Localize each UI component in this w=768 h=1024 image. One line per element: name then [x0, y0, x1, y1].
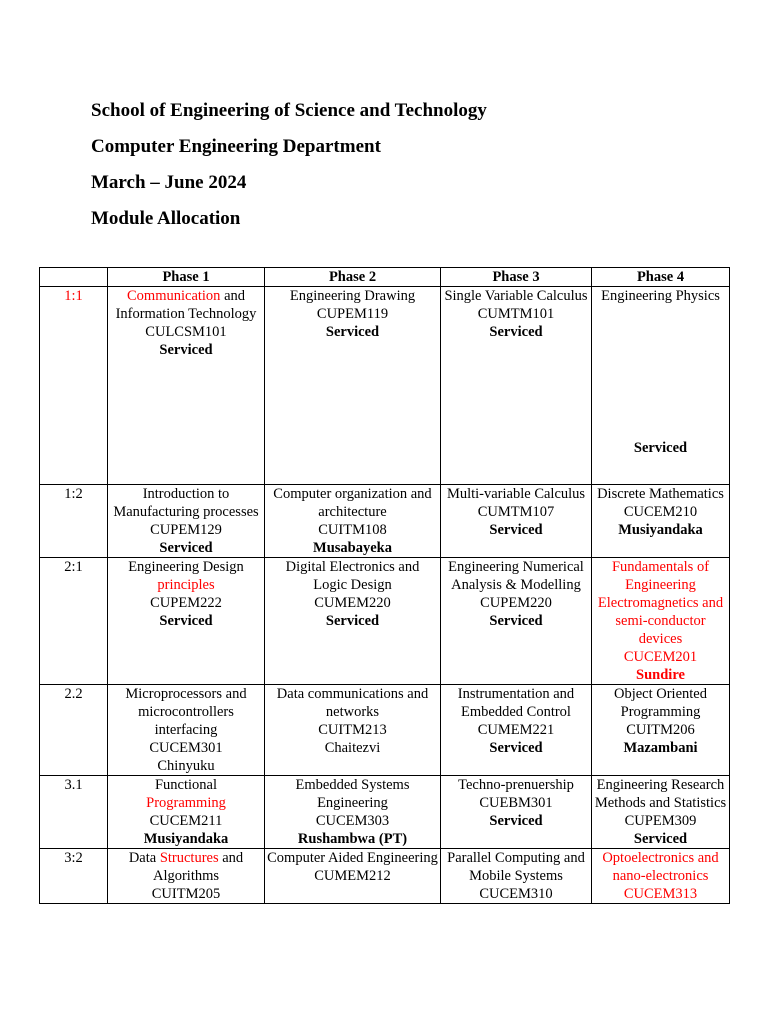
table-row	[40, 485, 730, 558]
module-cell	[441, 287, 592, 485]
module-status: Serviced	[325, 613, 380, 629]
module-cell	[592, 287, 730, 485]
module-code: CUMTM101	[477, 306, 555, 322]
module-cell	[108, 685, 265, 776]
module-code: CUMEM212	[314, 868, 391, 884]
module-status: Serviced	[489, 324, 543, 340]
module-status: Serviced	[489, 740, 543, 756]
module-cell	[265, 485, 441, 558]
module-title: Optoelectronics and nano-electronics	[602, 850, 719, 884]
module-lecturer: Musiyandaka	[618, 522, 703, 538]
row-label: 1:2	[40, 485, 108, 558]
school-name: School of Engineering of Science and Technology	[91, 100, 487, 121]
table-row	[40, 776, 730, 849]
module-code: CUPEM119	[316, 306, 389, 322]
module-title: Discrete Mathematics	[597, 486, 724, 502]
document-title: Module Allocation	[91, 208, 241, 229]
module-code: CUITM206	[626, 722, 695, 738]
table-row	[40, 849, 730, 904]
module-lecturer: Musabayeka	[313, 540, 392, 556]
module-code: CUPEM222	[150, 595, 222, 611]
module-lecturer: Chinyuku	[157, 758, 215, 774]
module-title: Computer organization and architecture	[273, 486, 432, 520]
module-title: Instrumentation and Embedded Control	[457, 686, 575, 720]
row-label: 3:2	[40, 849, 108, 904]
module-title: Embedded Systems Engineering	[295, 777, 410, 811]
module-title: Engineering Drawing	[289, 288, 416, 304]
row-label: 2.2	[40, 685, 108, 776]
table-row	[40, 287, 730, 485]
module-code: CUITM108	[318, 522, 387, 538]
module-lecturer: Mazambani	[623, 740, 698, 756]
module-cell	[592, 685, 730, 776]
module-title-highlight: Communication	[127, 288, 221, 304]
module-code: CUCEM310	[479, 886, 553, 902]
module-lecturer: Rushambwa (PT)	[297, 831, 408, 847]
module-status: Serviced	[489, 813, 543, 829]
module-title: Parallel Computing and Mobile Systems	[447, 850, 585, 884]
module-title: Engineering Research Methods and Statistics	[594, 777, 727, 811]
module-code: CUITM205	[151, 886, 221, 902]
module-code: CUCEM303	[315, 813, 390, 829]
module-status: Serviced	[489, 613, 543, 629]
table-row	[40, 685, 730, 776]
header-phase-1: Phase 1	[108, 268, 265, 287]
module-code: CUCEM201	[623, 649, 698, 665]
module-code: CUEBM301	[479, 795, 553, 811]
header-phase-3: Phase 3	[441, 268, 592, 287]
module-cell	[441, 685, 592, 776]
module-title: and Algorithms	[152, 850, 244, 884]
module-cell	[108, 287, 265, 485]
module-title-highlight: Structures	[159, 850, 219, 866]
module-code: CUMTM107	[477, 504, 555, 520]
term-dates: March – June 2024	[91, 172, 247, 193]
table-header-row	[40, 268, 730, 287]
module-code: CUPEM309	[624, 813, 697, 829]
module-cell	[108, 849, 265, 904]
module-title: Fundamentals of Engineering Electromagnetics and semi-conductor devices	[597, 559, 724, 647]
header-phase-4: Phase 4	[592, 268, 730, 287]
module-title: Digital Electronics and Logic Design	[285, 559, 420, 593]
module-title: and Information Technology	[115, 288, 257, 322]
module-title: Introduction to Manufacturing processes	[113, 486, 259, 520]
module-status: Serviced	[159, 342, 213, 358]
module-lecturer: Musiyandaka	[143, 831, 229, 847]
header-phase-2: Phase 2	[265, 268, 441, 287]
module-status: Serviced	[325, 324, 380, 340]
module-title-highlight: principles	[157, 577, 215, 593]
module-title: Engineering Design	[128, 559, 244, 575]
module-status: Serviced	[159, 540, 213, 556]
module-cell	[441, 558, 592, 685]
module-cell	[265, 776, 441, 849]
module-code: CUMEM221	[477, 722, 555, 738]
module-title: Object Oriented Programming	[613, 686, 707, 720]
row-label: 3.1	[40, 776, 108, 849]
module-cell	[265, 558, 441, 685]
module-cell	[265, 685, 441, 776]
row-label: 1:1	[40, 287, 108, 485]
module-allocation-table	[39, 267, 730, 904]
module-cell	[592, 485, 730, 558]
module-title: Engineering Physics	[601, 288, 720, 304]
module-title: Computer Aided Engineering	[267, 850, 438, 866]
module-cell	[441, 776, 592, 849]
module-status: Serviced	[489, 522, 543, 538]
module-title: Functional	[154, 777, 218, 793]
module-title: Multi-variable Calculus	[446, 486, 586, 502]
department-name: Computer Engineering Department	[91, 136, 381, 157]
module-title: Techno-prenuership	[458, 777, 574, 793]
module-code: CUMEM220	[314, 595, 391, 611]
header-blank	[40, 268, 108, 287]
module-code: CULCSM101	[145, 324, 227, 340]
module-code: CUPEM129	[150, 522, 222, 538]
module-title: Data communications and networks	[276, 686, 429, 720]
row-label: 2:1	[40, 558, 108, 685]
module-cell	[592, 776, 730, 849]
module-cell	[592, 849, 730, 904]
module-cell	[592, 558, 730, 685]
module-lecturer: Sundire	[636, 667, 685, 683]
module-title-highlight: Programming	[146, 795, 226, 811]
module-title: Data	[128, 850, 157, 866]
module-cell	[108, 558, 265, 685]
module-title: Microprocessors and microcontrollers interfacing	[125, 686, 247, 738]
module-status: Serviced	[633, 440, 688, 456]
table-row	[40, 558, 730, 685]
module-title: Engineering Numerical Analysis & Modelling	[448, 559, 584, 593]
module-cell	[265, 287, 441, 485]
module-cell	[265, 849, 441, 904]
module-code: CUPEM220	[480, 595, 552, 611]
module-status: Serviced	[633, 831, 688, 847]
module-code: CUCEM210	[623, 504, 698, 520]
module-code: CUCEM313	[623, 886, 698, 902]
module-cell	[108, 485, 265, 558]
module-cell	[441, 849, 592, 904]
module-status: Serviced	[159, 613, 213, 629]
module-code: CUITM213	[318, 722, 387, 738]
module-cell	[108, 776, 265, 849]
module-code: CUCEM301	[149, 740, 223, 756]
module-title: Single Variable Calculus	[444, 288, 588, 304]
module-code: CUCEM211	[149, 813, 223, 829]
document-header	[91, 93, 487, 237]
module-cell	[441, 485, 592, 558]
module-lecturer: Chaitezvi	[324, 740, 381, 756]
